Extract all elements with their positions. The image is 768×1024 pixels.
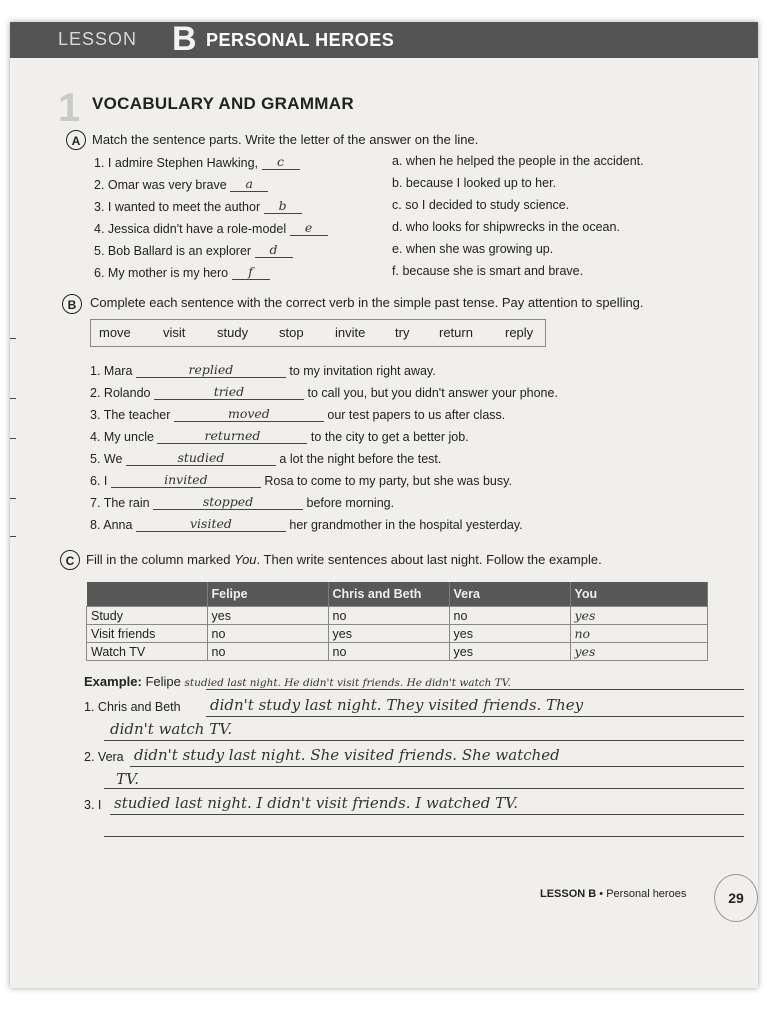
item-number: 3. (94, 200, 105, 214)
item-before: I (103, 474, 108, 488)
part-c-instruction (86, 552, 602, 567)
table-cell: yes (449, 643, 570, 661)
item-before: The rain (103, 496, 150, 510)
item-number: 6. (94, 266, 105, 280)
option-text: so I decided to study science. (405, 198, 570, 212)
lesson-letter: B (172, 22, 197, 58)
match-option-c (392, 198, 569, 212)
sentence-answer-line[interactable]: didn't study last night. She visited friends. She watched (134, 746, 560, 764)
item-number: 3. (84, 798, 95, 812)
item-before: We (103, 452, 123, 466)
table-cell: no (328, 643, 449, 661)
table-cell: no (328, 607, 449, 625)
table-row (87, 625, 708, 643)
option-letter: f. (392, 264, 399, 278)
page-footer (540, 888, 686, 900)
item-after: our test papers to us after class. (327, 408, 506, 422)
footer-separator: • (599, 888, 604, 900)
writing-line (104, 740, 744, 741)
part-c-badge: C (60, 550, 80, 570)
answer-blank[interactable]: a (230, 176, 268, 192)
option-letter: d. (392, 220, 403, 234)
example-line (84, 674, 511, 689)
match-item-5 (94, 242, 293, 258)
item-before: Mara (103, 364, 133, 378)
column-header: You (570, 582, 708, 607)
item-name: I (97, 798, 102, 812)
answer-blank[interactable]: d (255, 242, 293, 258)
you-cell[interactable]: yes (570, 643, 708, 661)
margin-mark (10, 498, 16, 499)
column-header: Felipe (207, 582, 328, 607)
answer-blank[interactable]: replied (136, 362, 286, 378)
answer-blank[interactable]: tried (154, 384, 304, 400)
word-bank-item: study (217, 325, 249, 340)
item-before: Rolando (103, 386, 151, 400)
item-after: before morning. (306, 496, 395, 510)
item-text: My mother is my hero (107, 266, 229, 280)
item-number: 5. (94, 244, 105, 258)
item-number: 1. (90, 364, 101, 378)
sentence-answer-line[interactable]: didn't study last night. They visited friends. They (210, 696, 584, 714)
fill-item-6 (90, 472, 512, 488)
lesson-label: LESSON (58, 29, 138, 49)
item-number: 3. (90, 408, 101, 422)
answer-blank[interactable]: b (264, 198, 302, 214)
instruction-emphasis: You (234, 552, 257, 567)
item-before: My uncle (103, 430, 154, 444)
item-before: Anna (103, 518, 133, 532)
workbook-page (10, 22, 758, 988)
margin-mark (10, 398, 16, 399)
answer-blank[interactable]: studied (126, 450, 276, 466)
sentence-item-1 (84, 700, 181, 714)
sentence-answer-line[interactable]: studied last night. I didn't visit friends. I watched TV. (114, 794, 519, 812)
margin-mark (10, 338, 16, 339)
sentence-answer-line[interactable]: didn't watch TV. (110, 720, 233, 738)
activity-table (86, 582, 708, 661)
table-cell: yes (449, 625, 570, 643)
item-number: 2. (94, 178, 105, 192)
item-after: to call you, but you didn't answer your phone. (307, 386, 558, 400)
match-item-2 (94, 176, 268, 192)
fill-item-8 (90, 516, 523, 532)
margin-mark (10, 438, 16, 439)
answer-blank[interactable]: visited (136, 516, 286, 532)
word-bank-item: stop (279, 325, 304, 340)
writing-line (104, 788, 744, 789)
column-header: Vera (449, 582, 570, 607)
lesson-header (10, 22, 758, 58)
part-b-instruction: Complete each sentence with the correct verb in the simple past tense. Pay attention to spelling. (90, 295, 644, 310)
table-cell: yes (328, 625, 449, 643)
answer-blank[interactable]: moved (174, 406, 324, 422)
word-bank-item: try (395, 325, 410, 340)
example-label: Example: (84, 674, 142, 689)
item-number: 2. (84, 750, 95, 764)
table-row (87, 643, 708, 661)
word-bank-item: return (439, 325, 473, 340)
item-number: 4. (90, 430, 101, 444)
page-number: 29 (714, 874, 758, 922)
section-number: 1 (58, 86, 81, 130)
option-text: because I looked up to her. (405, 176, 557, 190)
item-number: 1. (84, 700, 95, 714)
writing-line (104, 836, 744, 837)
part-a-badge: A (66, 130, 86, 150)
item-text: Jessica didn't have a role-model (107, 222, 287, 236)
answer-blank[interactable]: stopped (153, 494, 303, 510)
match-item-3 (94, 198, 302, 214)
answer-blank[interactable]: f (232, 264, 270, 280)
item-number: 7. (90, 496, 101, 510)
table-cell: no (449, 607, 570, 625)
table-cell: no (207, 625, 328, 643)
sentence-answer-line[interactable]: TV. (116, 770, 139, 788)
word-bank-item: visit (163, 325, 186, 340)
part-a-instruction: Match the sentence parts. Write the letter of the answer on the line. (92, 132, 479, 147)
item-before: The teacher (103, 408, 171, 422)
option-letter: e. (392, 242, 403, 256)
section-title: VOCABULARY AND GRAMMAR (92, 94, 354, 113)
match-option-a (392, 154, 644, 168)
item-text: I admire Stephen Hawking, (107, 156, 259, 170)
option-letter: c. (392, 198, 402, 212)
option-text: when he helped the people in the accident. (405, 154, 644, 168)
instruction-text: Fill in the column marked (86, 552, 235, 567)
instruction-text: . Then write sentences about last night. Follow the example. (256, 552, 602, 567)
item-after: to the city to get a better job. (310, 430, 469, 444)
sentence-item-3 (84, 798, 101, 812)
word-bank-item: move (99, 325, 131, 340)
item-number: 1. (94, 156, 105, 170)
writing-line (130, 766, 744, 767)
example-name: Felipe (145, 674, 181, 689)
answer-blank[interactable]: returned (157, 428, 307, 444)
match-option-f (392, 264, 583, 278)
item-after: a lot the night before the test. (279, 452, 442, 466)
item-number: 8. (90, 518, 101, 532)
option-letter: b. (392, 176, 403, 190)
part-b-badge: B (62, 294, 82, 314)
table-cell: no (207, 643, 328, 661)
fill-item-5 (90, 450, 441, 466)
answer-blank[interactable]: c (262, 154, 300, 170)
item-after: to my invitation right away. (289, 364, 436, 378)
word-bank-item: invite (335, 325, 366, 340)
answer-blank[interactable]: invited (111, 472, 261, 488)
table-header-row (87, 582, 708, 607)
column-header: Chris and Beth (328, 582, 449, 607)
item-number: 2. (90, 386, 101, 400)
option-text: who looks for shipwrecks in the ocean. (405, 220, 620, 234)
sentence-item-2 (84, 750, 124, 764)
item-text: I wanted to meet the author (107, 200, 261, 214)
option-text: when she was growing up. (405, 242, 554, 256)
answer-blank[interactable]: e (290, 220, 328, 236)
fill-item-3 (90, 406, 505, 422)
fill-item-2 (90, 384, 558, 400)
table-row (87, 607, 708, 625)
option-letter: a. (392, 154, 403, 168)
item-number: 6. (90, 474, 101, 488)
footer-lesson: LESSON B (540, 888, 597, 900)
match-option-b (392, 176, 556, 190)
match-item-4 (94, 220, 328, 236)
word-bank (90, 319, 546, 347)
lesson-title: PERSONAL HEROES (206, 30, 395, 50)
item-text: Omar was very brave (107, 178, 227, 192)
match-item-1 (94, 154, 300, 170)
you-cell[interactable]: yes (570, 607, 708, 625)
match-option-d (392, 220, 620, 234)
item-number: 4. (94, 222, 105, 236)
example-rule (206, 689, 744, 690)
writing-line (110, 814, 744, 815)
item-after: her grandmother in the hospital yesterday. (289, 518, 523, 532)
you-cell[interactable]: no (570, 625, 708, 643)
row-label: Study (87, 607, 208, 625)
row-label: Visit friends (87, 625, 208, 643)
match-item-6 (94, 264, 270, 280)
fill-item-4 (90, 428, 469, 444)
item-name: Chris and Beth (97, 700, 181, 714)
column-header (87, 582, 208, 607)
item-number: 5. (90, 452, 101, 466)
option-text: because she is smart and brave. (402, 264, 584, 278)
item-name: Vera (97, 750, 124, 764)
table-cell: yes (207, 607, 328, 625)
row-label: Watch TV (87, 643, 208, 661)
footer-title: Personal heroes (606, 888, 687, 900)
fill-item-7 (90, 494, 394, 510)
match-option-e (392, 242, 553, 256)
word-bank-item: reply (505, 325, 534, 340)
writing-line (206, 716, 744, 717)
margin-mark (10, 536, 16, 537)
item-text: Bob Ballard is an explorer (107, 244, 252, 258)
example-text: studied last night. He didn't visit friends. He didn't watch TV. (184, 677, 511, 689)
fill-item-1 (90, 362, 436, 378)
item-after: Rosa to come to my party, but she was busy. (264, 474, 512, 488)
